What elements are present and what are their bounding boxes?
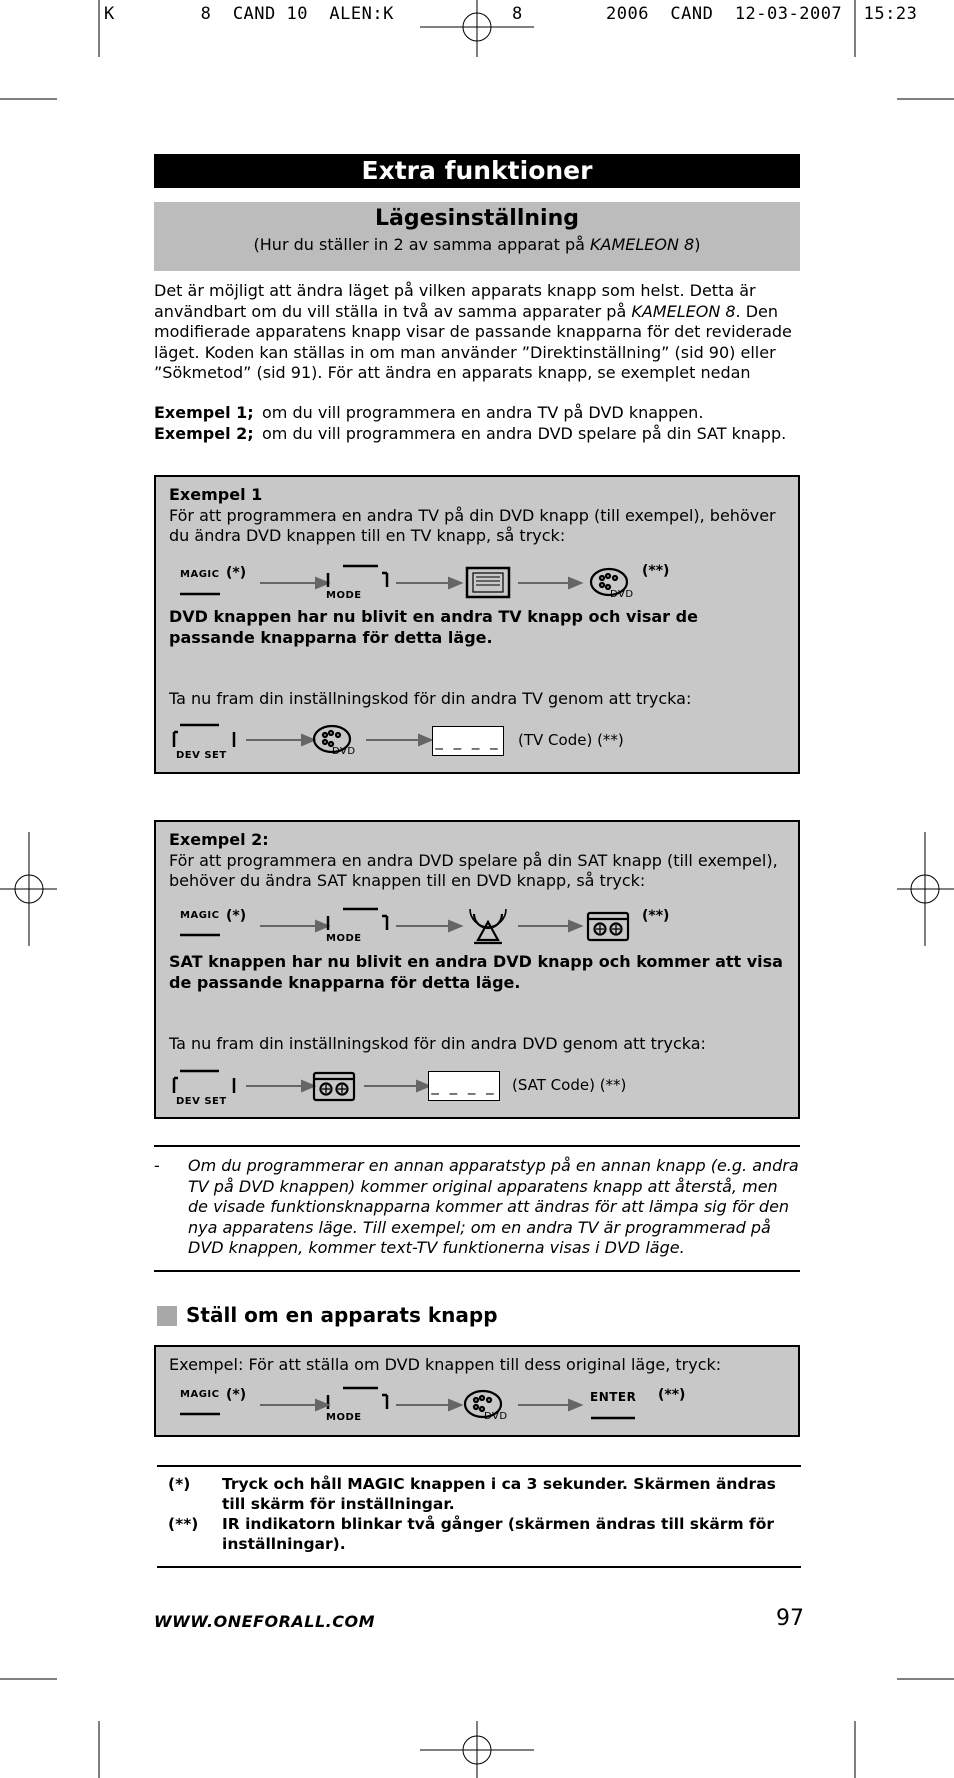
examples-list-item: Exempel 1; om du vill programmera en andra TV på DVD knappen.	[154, 403, 704, 422]
star-note: (**)	[642, 908, 670, 924]
mode-label: MODE	[326, 590, 362, 601]
dev-set-label: DEV SET	[176, 1096, 227, 1107]
reset-text: Exempel: För att ställa om DVD knappen till dess original läge, tryck:	[169, 1355, 722, 1374]
divider	[154, 1145, 800, 1147]
print-header-mid: 8	[512, 4, 523, 24]
example-1-text: Exempel 1 För att programmera en andra TV på din DVD knapp (till exempel), behöver du ändra DVD knappen till en TV knapp, så tryck:	[169, 485, 776, 545]
print-header-left: K 8 CAND 10 ALEN:K	[104, 4, 394, 24]
example-1-text2: Ta nu fram din inställningskod för din andra TV genom att trycka:	[169, 689, 692, 708]
star-note: (*)	[226, 908, 247, 924]
footnote-text: Tryck och håll MAGIC knappen i ca 3 sekunder. Skärmen ändras till skärm för inställningar.	[222, 1475, 776, 1513]
footnote-mark: (**)	[168, 1515, 199, 1533]
note-dash: -	[154, 1156, 160, 1175]
dvd-label: DVD	[484, 1411, 508, 1422]
divider	[157, 1465, 801, 1467]
star-note: (**)	[658, 1387, 686, 1403]
example-2-text2: Ta nu fram din inställningskod för din andra DVD genom att trycka:	[169, 1034, 706, 1053]
print-header-right: 2006 CAND 12-03-2007 15:23	[606, 4, 918, 24]
subtitle-band	[154, 202, 800, 271]
dvd-label: DVD	[610, 589, 634, 600]
example-2-text: Exempel 2: För att programmera en andra DVD spelare på din SAT knapp (till exempel), behöver du ändra SAT knappen till en DVD knapp, så tryck:	[169, 830, 778, 890]
examples-list-item: Exempel 2; om du vill programmera en andra DVD spelare på din SAT knapp.	[154, 423, 787, 443]
subtitle-note: (Hur du ställer in 2 av samma apparat på KAMELEON 8)	[253, 235, 701, 254]
example-2-box	[154, 820, 800, 1119]
magic-label: MAGIC	[180, 1389, 220, 1400]
magic-label: MAGIC	[180, 910, 220, 921]
enter-label: ENTER	[590, 1390, 637, 1404]
divider	[157, 1566, 801, 1568]
footnote-mark: (*)	[168, 1475, 191, 1493]
star-note: (*)	[226, 1387, 247, 1403]
section-square-icon	[157, 1306, 177, 1326]
dvd-label: DVD	[332, 746, 356, 757]
example-1-box	[154, 475, 800, 774]
intro-paragraph: Det är möjligt att ändra läget på vilken apparats knapp som helst. Detta är användbart om du vill ställa in två av samma apparater på KAMELEON 8. Den modifierade apparatens knapp visar de passande knapparna för det reviderade läget. Koden kan ställas in om man använder ”Direktinställning” (sid 90) eller ”Sökmetod” (sid 91). För att ändra en apparats knapp, se exemplet nedan	[154, 281, 792, 382]
page-title: Extra funktioner	[154, 154, 800, 188]
page-number: 97	[776, 1606, 804, 1631]
code-label: (SAT Code) (**)	[512, 1076, 627, 1094]
footnote-text: IR indikatorn blinkar två gånger (skärmen ändras till skärm för inställningar).	[222, 1515, 775, 1553]
mode-label: MODE	[326, 933, 362, 944]
dev-set-label: DEV SET	[176, 750, 227, 761]
example-2-result: SAT knappen har nu blivit en andra DVD knapp och kommer att visa de passande knapparna för detta läge.	[169, 952, 783, 992]
code-entry-box: _ _ _ _	[428, 1071, 500, 1101]
code-label: (TV Code) (**)	[518, 731, 624, 749]
subtitle: Lägesinställning	[375, 206, 579, 231]
reset-box	[154, 1345, 800, 1437]
example-1-result: DVD knappen har nu blivit en andra TV knapp och visar de passande knapparna för detta läge.	[169, 607, 698, 647]
code-entry-box: _ _ _ _	[432, 726, 504, 756]
website-link[interactable]: WWW.ONEFORALL.COM	[154, 1612, 376, 1631]
divider	[154, 1270, 800, 1272]
magic-label: MAGIC	[180, 569, 220, 580]
star-note: (*)	[226, 565, 247, 581]
mode-label: MODE	[326, 1412, 362, 1423]
reset-sequence	[156, 1347, 802, 1439]
examples-list	[154, 403, 800, 444]
star-note: (**)	[642, 563, 670, 579]
note-text: Om du programmerar en annan apparatstyp på en annan knapp (e.g. andra TV på DVD knappen) kommer original apparatens knapp att återstå, men de visade funktionsknapparna kommer att ändras för att lämpa sig för den nya apparatens läge. Till exempel; om en andra TV är programmerad på DVD knappen, kommer text-TV funktionerna visas i DVD läge.	[188, 1156, 799, 1257]
reset-heading: Ställ om en apparats knapp	[186, 1303, 498, 1327]
